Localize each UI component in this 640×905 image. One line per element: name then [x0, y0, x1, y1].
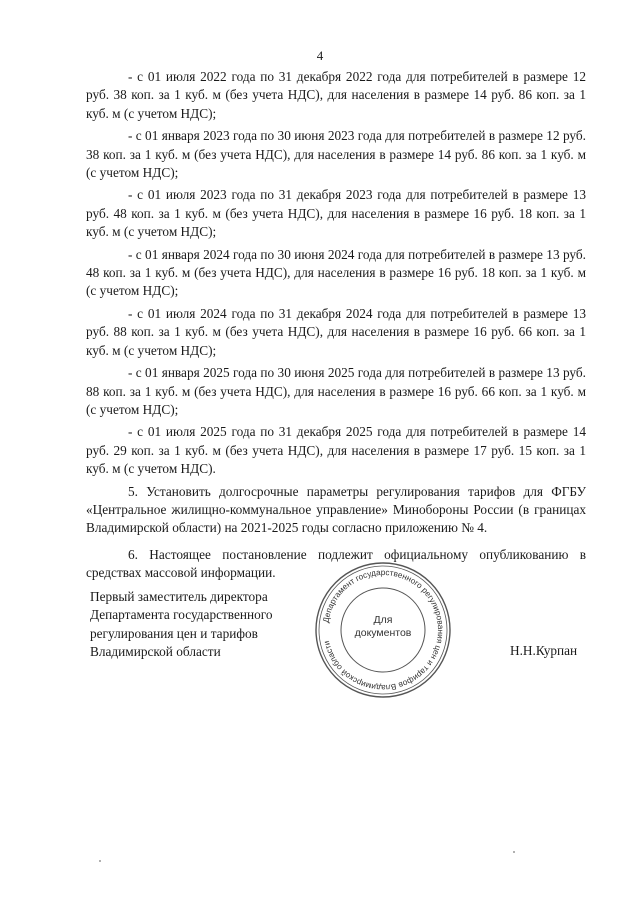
tariff-period-2025-h1: - с 01 января 2025 года по 30 июня 2025 года для потребителей в размере 13 руб. 88 коп. за 1 куб. м (без учета НДС), для населения в размере 16 руб. 66 коп. за 1 куб. м (с учетом НДС); [86, 365, 586, 417]
tariff-period-2023-h2: - с 01 июля 2023 года по 31 декабря 2023 года для потребителей в размере 13 руб. 48 коп. за 1 куб. м (без учета НДС), для населения в размере 16 руб. 18 коп. за 1 куб. м (с учетом НДС); [86, 187, 586, 240]
signatory-title-line: Первый заместитель директора [90, 589, 268, 604]
stamp-center-line: Для [373, 614, 393, 626]
signatory-title [90, 588, 273, 662]
scan-speck [99, 860, 101, 862]
document-body [86, 68, 586, 587]
tariff-period-2024-h1: - с 01 января 2024 года по 30 июня 2024 года для потребителей в размере 13 руб. 48 коп. за 1 куб. м (без учета НДС), для населения в размере 16 руб. 18 коп. за 1 куб. м (с учетом НДС); [86, 246, 586, 299]
tariff-period-2022-h2: - с 01 июля 2022 года по 31 декабря 2022 года для потребителей в размере 12 руб. 38 коп. за 1 куб. м (без учета НДС), для населения в размере 14 руб. 86 коп. за 1 куб. м (с учетом НДС); [86, 69, 586, 121]
tariff-period-2024-h2: - с 01 июля 2024 года по 31 декабря 2024 года для потребителей в размере 13 руб. 88 коп. за 1 куб. м (без учета НДС), для населения в размере 16 руб. 66 коп. за 1 куб. м (с учетом НДС); [86, 305, 586, 358]
scan-speck [513, 851, 515, 853]
tariff-period-2025-h2: - с 01 июля 2025 года по 31 декабря 2025 года для потребителей в размере 14 руб. 29 коп. за 1 куб. м (без учета НДС), для населения в размере 17 руб. 15 коп. за 1 куб. м (с учетом НДС). [86, 424, 586, 477]
stamp-center-text [313, 614, 453, 640]
clause-5: 5. Установить долгосрочные параметры регулирования тарифов для ФГБУ «Центральное жилищно-коммунальное управление» Минобороны России (в границах Владимирской области) на 2021-2025 годы согласно приложению № 4. [86, 483, 586, 536]
stamp-ring-text: Департамент государственного регулирования цен и тарифов Владимирской области [321, 567, 446, 693]
signatory-title-line: регулирования цен и тарифов [90, 625, 258, 641]
signatory-title-line: Владимирской области [90, 644, 221, 660]
clause-6: 6. Настоящее постановление подлежит официальному опубликованию в средствах массовой информации. [86, 546, 586, 581]
page-number: 4 [316, 48, 324, 63]
signatory-name: Н.Н.Курпан [510, 643, 578, 658]
official-stamp [313, 560, 453, 700]
signatory-title-line: Департамента государственного [90, 607, 273, 623]
tariff-period-2023-h1: - с 01 января 2023 года по 30 июня 2023 года для потребителей в размере 12 руб. 38 коп. за 1 куб. м (без учета НДС), для населения в размере 14 руб. 86 коп. за 1 куб. м (с учетом НДС); [86, 128, 586, 181]
stamp-center-line: документов [354, 627, 412, 639]
